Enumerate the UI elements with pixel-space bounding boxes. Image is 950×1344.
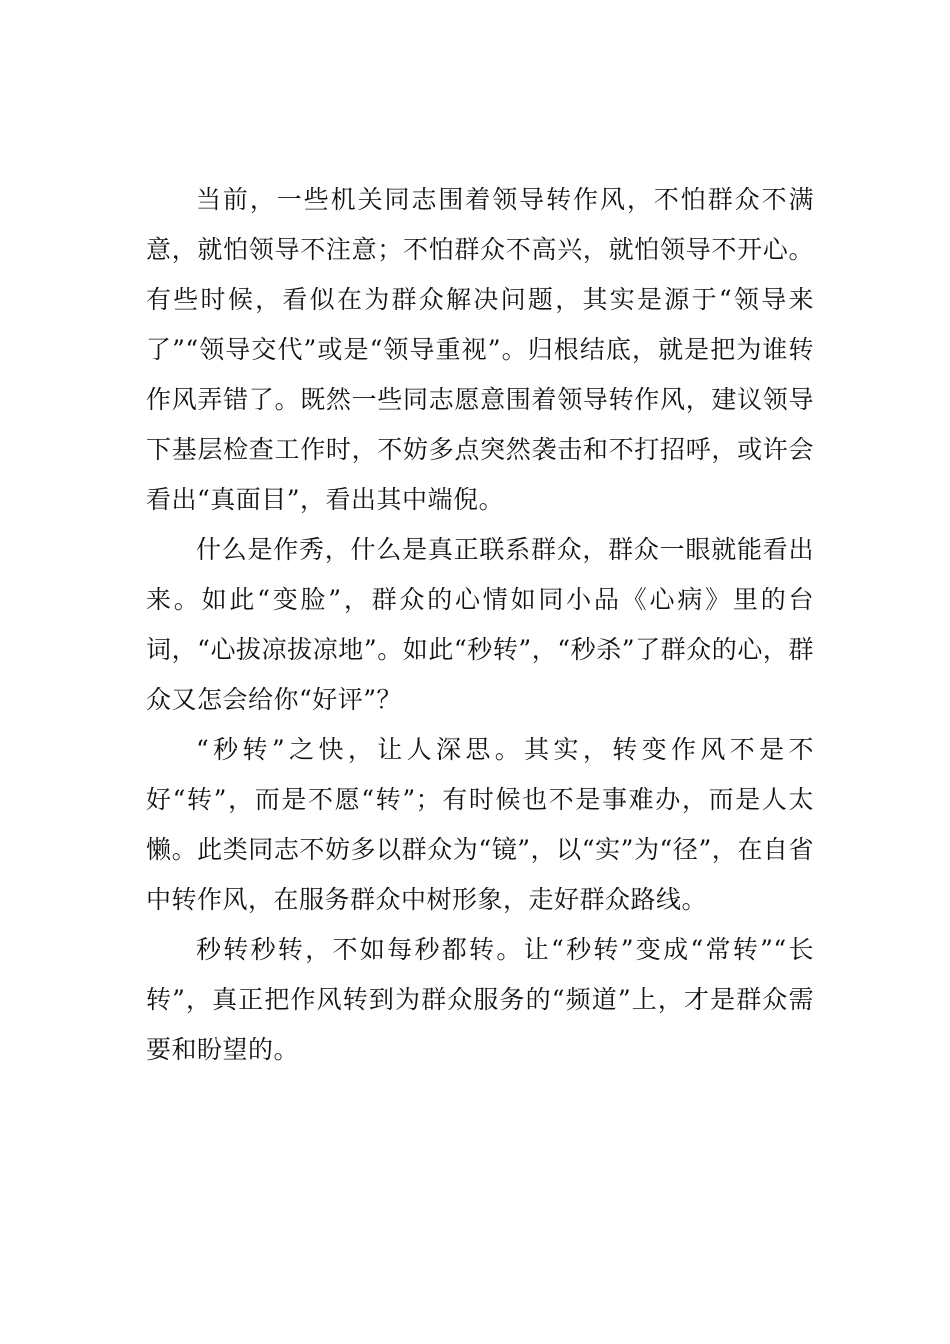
paragraph-1: 当前，一些机关同志围着领导转作风，不怕群众不满意，就怕领导不注意；不怕群众不高兴，就怕领导不开心。有些时候，看似在为群众解决问题，其实是源于“领导来了”“领导交代”或是“领导重视”。归根结底，就是把为谁转作风弄错了。既然一些同志愿意围着领导转作风，建议领导下基层检查工作时，不妨多点突然袭击和不打招呼，或许会看出“真面目”，看出其中端倪。 — [146, 185, 814, 514]
paragraph-2: 什么是作秀，什么是真正联系群众，群众一眼就能看出来。如此“变脸”，群众的心情如同小品《心病》里的台词，“心拔凉拔凉地”。如此“秒转”，“秒杀”了群众的心，群众又怎会给你“好评”？ — [146, 535, 814, 714]
paragraph-4: 秒转秒转，不如每秒都转。让“秒转”变成“常转”“长转”，真正把作风转到为群众服务的“频道”上，才是群众需要和盼望的。 — [146, 935, 814, 1064]
document-body — [146, 175, 814, 1075]
paragraph-3: “秒转”之快，让人深思。其实，转变作风不是不好“转”，而是不愿“转”；有时候也不是事难办，而是人太懒。此类同志不妨多以群众为“镜”，以“实”为“径”，在自省中转作风，在服务群众中树形象，走好群众路线。 — [146, 735, 814, 914]
